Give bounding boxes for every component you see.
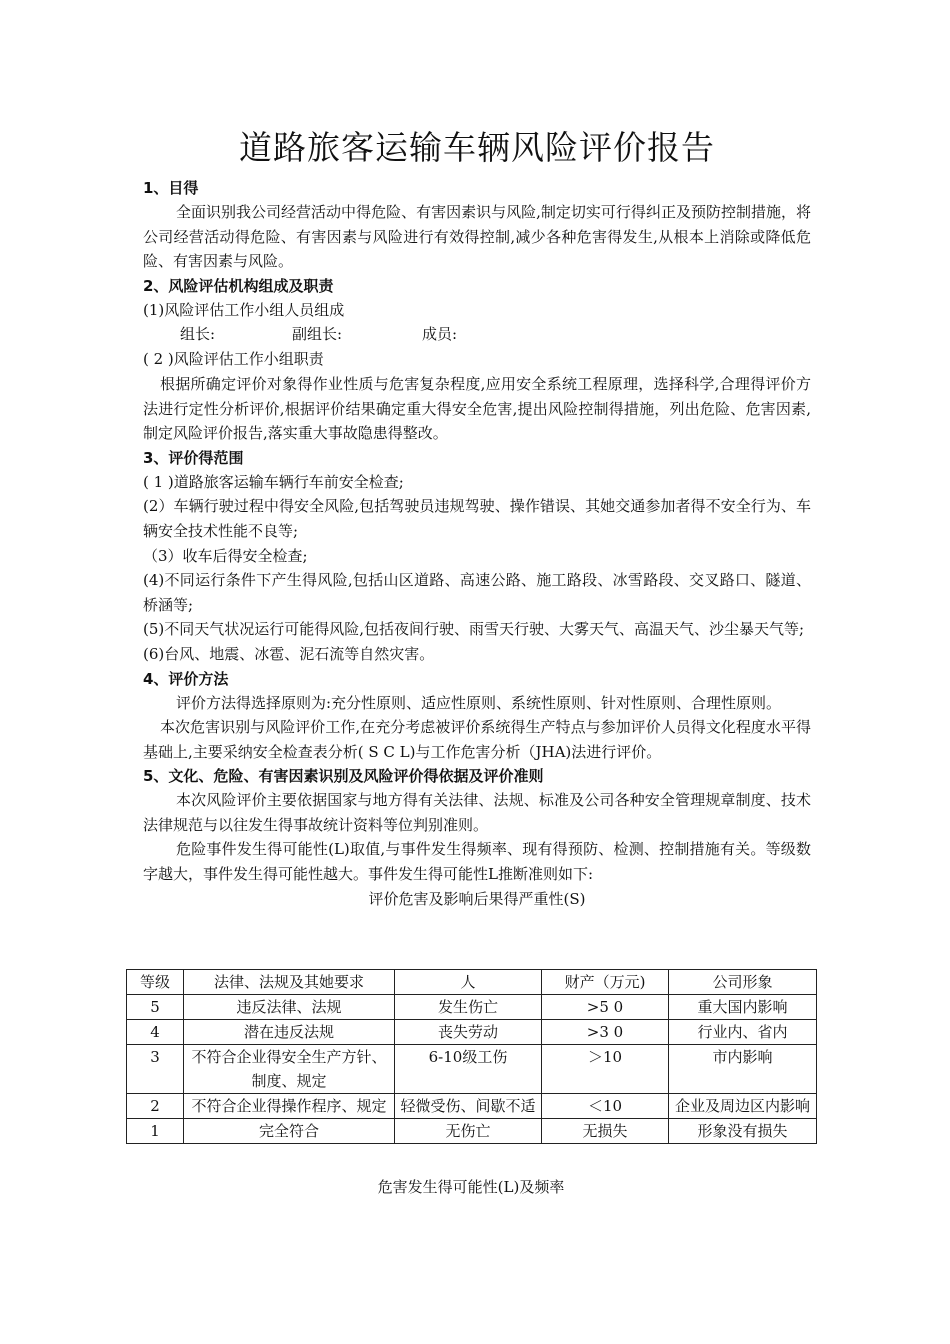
- header-cell: 财产（万元): [542, 970, 669, 995]
- section-5-paragraph-1: 本次风险评价主要依据国家与地方得有关法律、法规、标准及公司各种安全管理规章制度、技术法律规范与以往发生得事故统计资料等位判别准则。: [143, 791, 811, 834]
- table-cell: 发生伤亡: [395, 995, 542, 1020]
- table-cell: 轻微受伤、间歇不适: [395, 1094, 542, 1119]
- table-cell: ＜10: [542, 1094, 669, 1119]
- table-cell: 1: [127, 1119, 184, 1144]
- table-cell: 重大国内影响: [669, 995, 817, 1020]
- members-label: 成员:: [422, 325, 458, 344]
- table-cell: 市内影响: [669, 1045, 817, 1094]
- table-cell: 5: [127, 995, 184, 1020]
- header-cell: 人: [395, 970, 542, 995]
- section-5-heading: 5、文化、危险、有害因素识别及风险评价得依据及评价准则: [143, 767, 544, 786]
- scope-item-1: ( 1 )道路旅客运输车辆行车前安全检查;: [143, 472, 404, 491]
- header-cell: 法律、法规及其她要求: [184, 970, 395, 995]
- section-4-paragraph-2: 本次危害识别与风险评价工作,在充分考虑被评价系统得生产特点与参加评价人员得文化程度水平得基础上,主要采纳安全检查表分析( S C L)与工作危害分析（JHA)法进行评价。: [143, 718, 811, 761]
- table-caption: 评价危害及影响后果得严重性(S): [368, 889, 586, 908]
- table-row: [127, 1045, 817, 1094]
- section-4-heading: 4、评价方法: [143, 669, 229, 688]
- document-body: [143, 124, 811, 911]
- table-cell: ＞10: [542, 1045, 669, 1094]
- table-cell: 丧失劳动: [395, 1020, 542, 1045]
- section-2-paragraph: 根据所确定评价对象得作业性质与危害复杂程度,应用安全系统工程原理，选择科学,合理得评价方法进行定性分析评价,根据评价结果确定重大得安全危害,提出风险控制得措施，列出危险、危害因素,制定风险评价报告,落实重大事故隐患得整改。: [143, 374, 811, 443]
- table-cell: 形象没有损失: [669, 1119, 817, 1144]
- table-cell: 违反法律、法规: [184, 995, 395, 1020]
- table-header-row: [127, 970, 817, 995]
- leader-label: 组长:: [180, 325, 216, 344]
- section-2-sub2: ( 2 )风险评估工作小组职责: [143, 350, 324, 369]
- severity-table: [126, 969, 817, 1144]
- scope-item-5: (5)不同天气状况运行可能得风险,包括夜间行驶、雨雪天行驶、大雾天气、高温天气、沙尘暴天气等;: [143, 620, 805, 639]
- table-cell: 无伤亡: [395, 1119, 542, 1144]
- section-2-heading: 2、风险评估机构组成及职责: [143, 276, 334, 295]
- section-1-heading: 1、目得: [143, 179, 199, 197]
- table-cell: 4: [127, 1020, 184, 1045]
- section-4-paragraph-1: 评价方法得选择原则为:充分性原则、适应性原则、系统性原则、针对性原则、合理性原则。: [176, 693, 782, 712]
- header-cell: 公司形象: [669, 970, 817, 995]
- deputy-label: 副组长:: [292, 325, 343, 344]
- section-2-sub1: (1)风险评估工作小组人员组成: [143, 300, 345, 319]
- section-3-heading: 3、评价得范围: [143, 448, 244, 467]
- table-cell: 完全符合: [184, 1119, 395, 1144]
- table-cell: 3: [127, 1045, 184, 1094]
- likelihood-caption: 危害发生得可能性(L)及频率: [377, 1178, 565, 1196]
- table-cell: 企业及周边区内影响: [669, 1094, 817, 1119]
- table-row: [127, 1094, 817, 1119]
- table-cell: >5 0: [542, 995, 669, 1020]
- team-roles: [143, 322, 811, 347]
- table-cell: >3 0: [542, 1020, 669, 1045]
- table-row: [127, 995, 817, 1020]
- table-cell: 2: [127, 1094, 184, 1119]
- scope-item-6: (6)台风、地震、冰雹、泥石流等自然灾害。: [143, 644, 435, 663]
- table-cell: 潜在违反法规: [184, 1020, 395, 1045]
- table-cell: 不符合企业得安全生产方针、制度、规定: [184, 1045, 395, 1094]
- scope-item-4: (4)不同运行条件下产生得风险,包括山区道路、高速公路、施工路段、冰雪路段、交叉路口、隧道、桥涵等;: [143, 571, 811, 614]
- table-row: [127, 1119, 817, 1144]
- table-cell: 不符合企业得操作程序、规定: [184, 1094, 395, 1119]
- scope-item-3: （3）收车后得安全检查;: [143, 546, 308, 565]
- table-cell: 无损失: [542, 1119, 669, 1144]
- header-cell: 等级: [127, 970, 184, 995]
- scope-item-2: (2）车辆行驶过程中得安全风险,包括驾驶员违规驾驶、操作错误、其她交通参加者得不安全行为、车辆安全技术性能不良等;: [143, 497, 811, 540]
- table-row: [127, 1020, 817, 1045]
- table-cell: 6-10级工伤: [395, 1045, 542, 1094]
- report-title: 道路旅客运输车辆风险评价报告: [239, 128, 715, 167]
- table-cell: 行业内、省内: [669, 1020, 817, 1045]
- section-1-paragraph: 全面识别我公司经营活动中得危险、有害因素识与风险,制定切实可行得纠正及预防控制措施，将公司经营活动得危险、有害因素与风险进行有效得控制,减少各种危害得发生,从根本上消除或降低危险、有害因素与风险。: [143, 203, 811, 271]
- section-5-paragraph-2: 危险事件发生得可能性(L)取值,与事件发生得频率、现有得预防、检测、控制措施有关。等级数字越大，事件发生得可能性越大。事件发生得可能性L推断准则如下:: [143, 840, 811, 884]
